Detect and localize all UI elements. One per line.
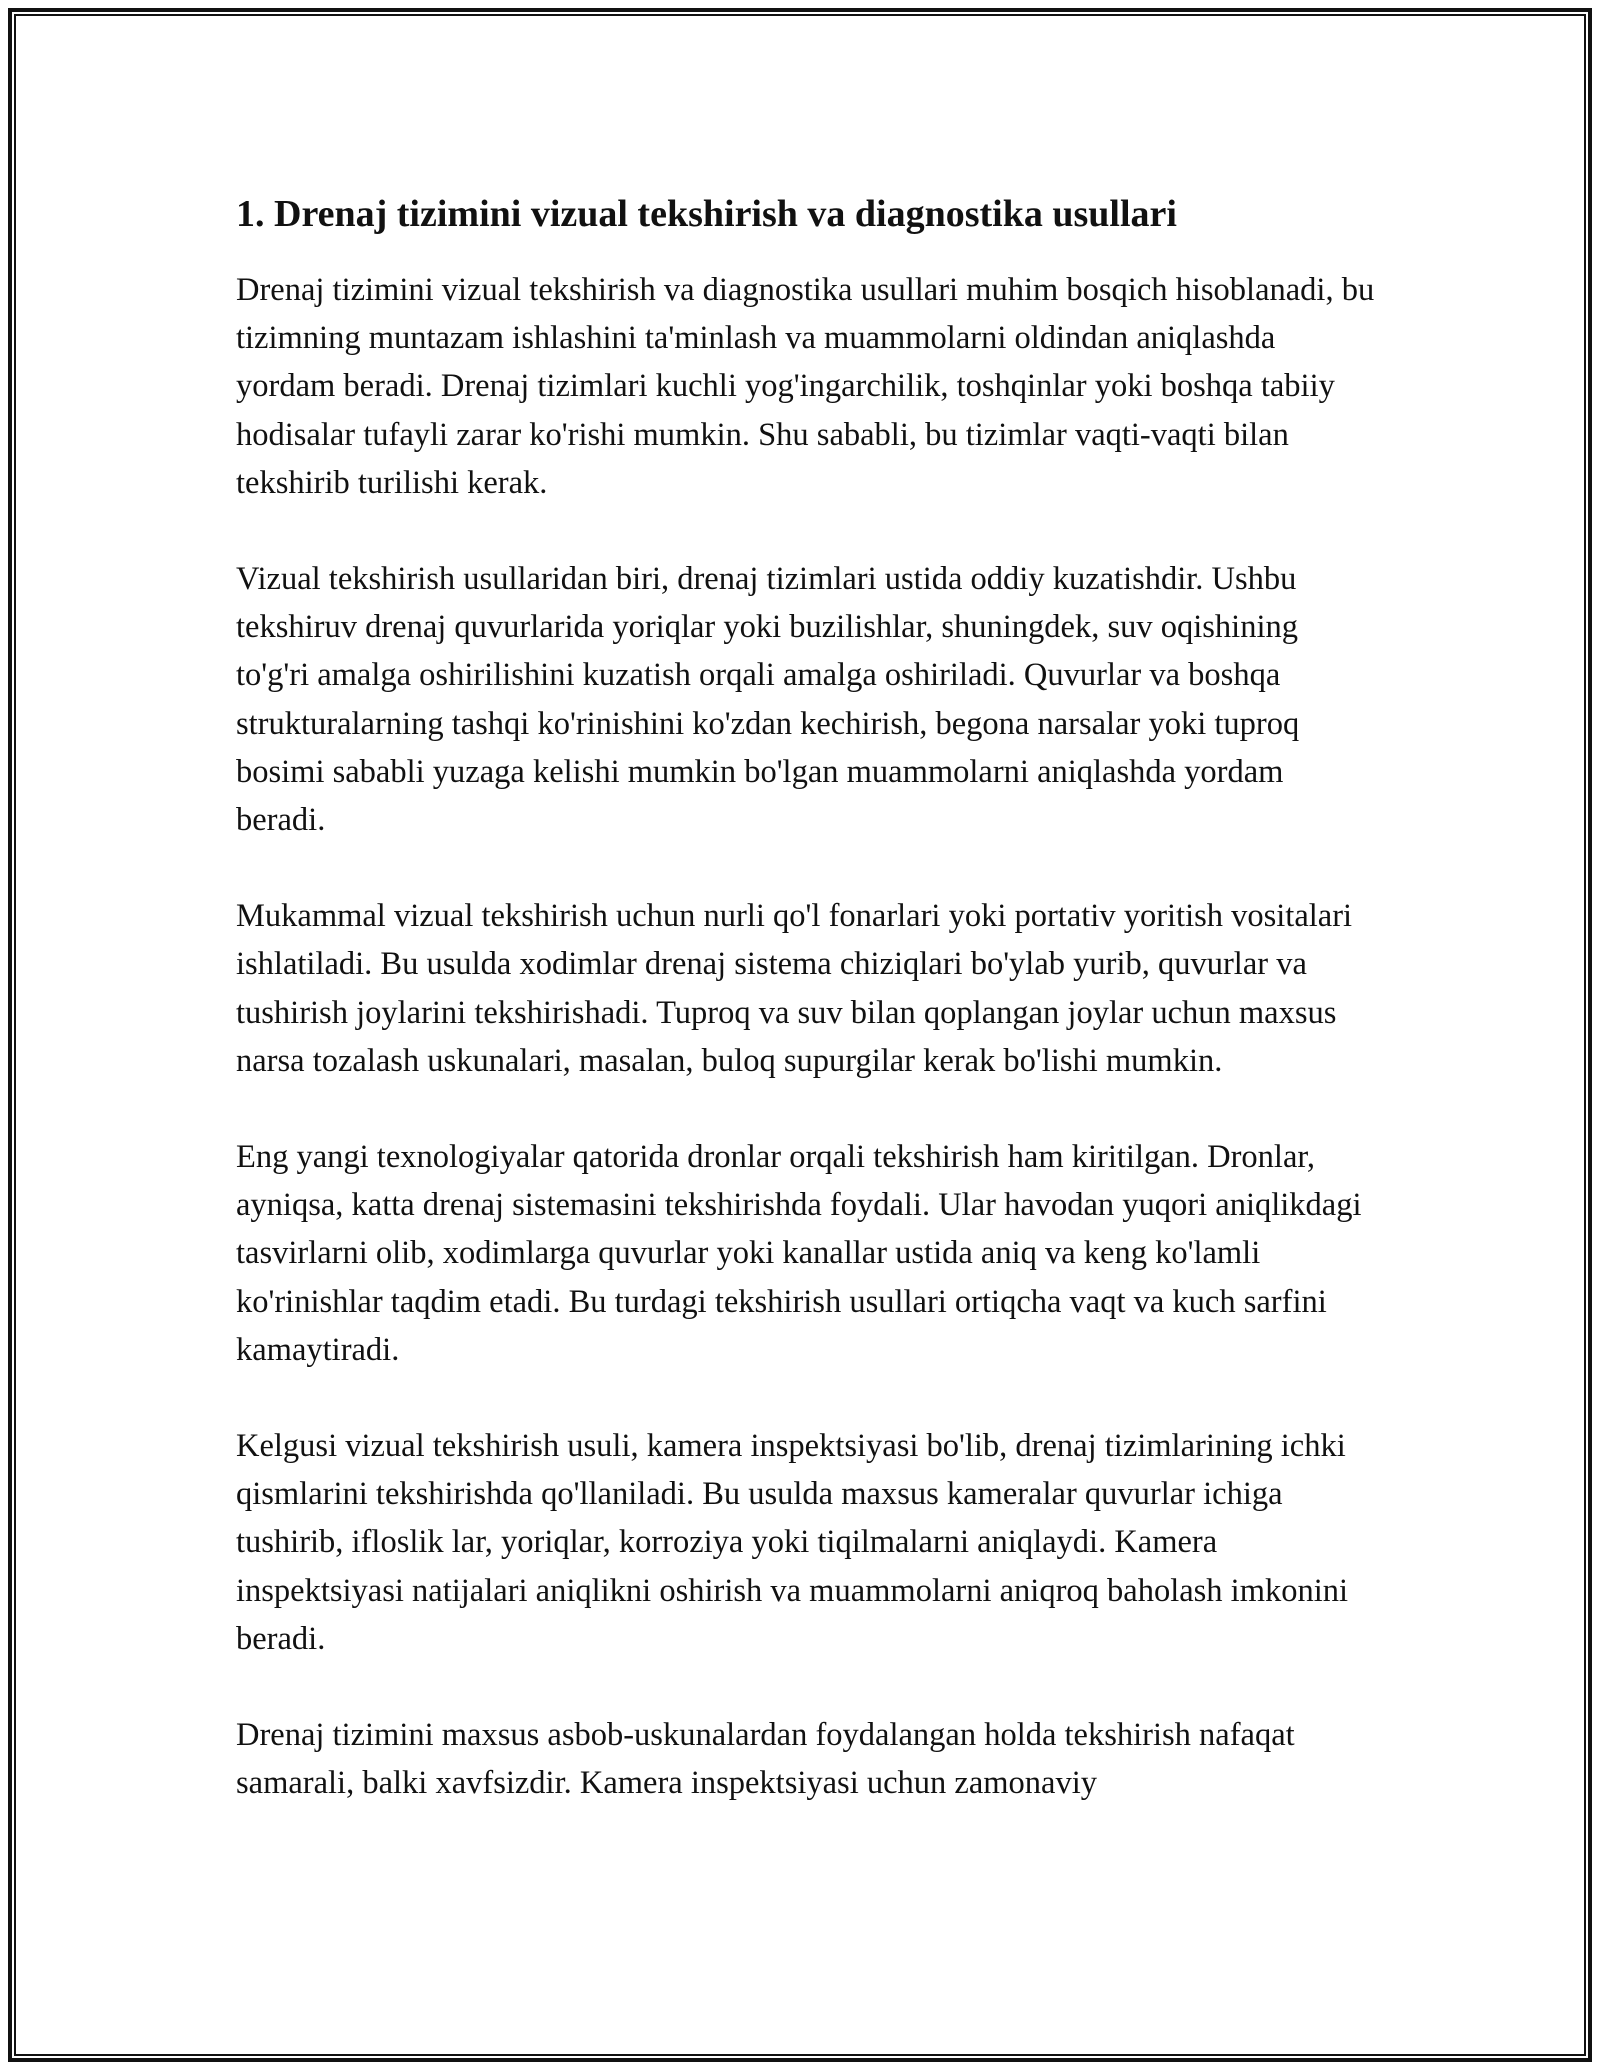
paragraph-4: Eng yangi texnologiyalar qatorida dronlar orqali tekshirish ham kiritilgan. Dronlar, ayniqsa, katta drenaj sistemasini tekshirishda foydali. Ular havodan yuqori aniqlikdagi tasvirlarni olib, xodimlarga quvurlar yoki kanallar ustida aniq va keng ko'lamli ko'rinishlar taqdim etadi. Bu turdagi tekshirish usullari ortiqcha vaqt va kuch sarfini kamaytiradi. xyxy=(236,1139,1362,1368)
paragraph-6: Drenaj tizimini maxsus asbob-uskunalardan foydalangan holda tekshirish nafaqat samarali, balki xavfsizdir. Kamera inspektsiyasi uchun zamonaviy xyxy=(236,1717,1295,1802)
section-heading: 1. Drenaj tizimini vizual tekshirish va diagnostika usullari xyxy=(236,193,1177,235)
paragraph-3: Mukammal vizual tekshirish uchun nurli qo'l fonarlari yoki portativ yoritish vositalari ishlatiladi. Bu usulda xodimlar drenaj sistema chiziqlari bo'ylab yurib, quvurlar va tushirish joylarini tekshirishadi. Tuproq va suv bilan qoplangan joylar uchun maxsus narsa tozalash uskunalari, masalan, buloq supurgilar kerak bo'lishi mumkin. xyxy=(236,898,1353,1079)
paragraph-5: Kelgusi vizual tekshirish usuli, kamera inspektsiyasi bo'lib, drenaj tizimlarining ichki qismlarini tekshirishda qo'llaniladi. Bu usulda maxsus kameralar quvurlar ichiga tushirib, ifloslik lar, yoriqlar, korroziya yoki tiqilmalarni aniqlaydi. Kamera inspektsiyasi natijalari aniqlikni oshirish va muammolarni aniqroq baholash imkonini beradi. xyxy=(236,1428,1349,1657)
document-body xyxy=(236,186,1376,1855)
paragraph-1: Drenaj tizimini vizual tekshirish va diagnostika usullari muhim bosqich hisoblanadi, bu tizimning muntazam ishlashini ta'minlash va muammolarni oldindan aniqlashda yordam beradi. Drenaj tizimlari kuchli yog'ingarchilik, toshqinlar yoki boshqa tabiiy hodisalar tufayli zarar ko'rishi mumkin. Shu sababli, bu tizimlar vaqti-vaqti bilan tekshirib turilishi kerak. xyxy=(236,272,1375,501)
paragraph-2: Vizual tekshirish usullaridan biri, drenaj tizimlari ustida oddiy kuzatishdir. Ushbu tekshiruv drenaj quvurlarida yoriqlar yoki buzilishlar, shuningdek, suv oqishining to'g'ri amalga oshirilishini kuzatish orqali amalga oshiriladi. Quvurlar va boshqa strukturalarning tashqi ko'rinishini ko'zdan kechirish, begona narsalar yoki tuproq bosimi sababli yuzaga kelishi mumkin bo'lgan muammolarni aniqlashda yordam beradi. xyxy=(236,561,1300,839)
